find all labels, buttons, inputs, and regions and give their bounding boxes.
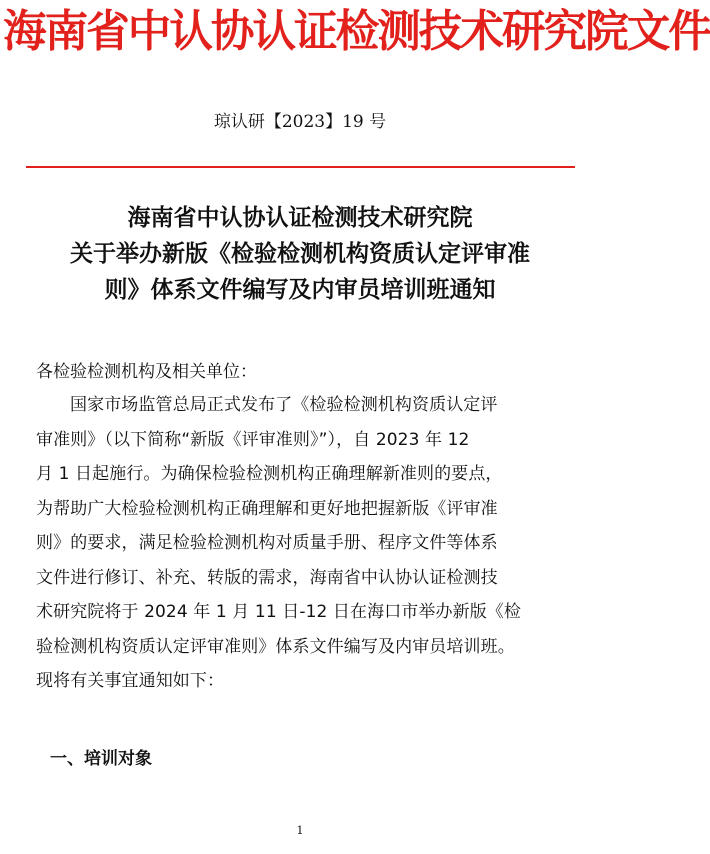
body-paragraph — [36, 388, 566, 699]
paragraph-line: 文件进行修订、补充、转版的需求，海南省中认协认证检测技 — [36, 567, 498, 588]
page-number: 1 — [296, 824, 304, 837]
paragraph-line: 现将有关事宜通知如下： — [36, 671, 225, 691]
red-header-title: 海南省中认协认证检测技术研究院文件 — [3, 6, 710, 57]
document-number: 琼认研【2023】19 号 — [213, 112, 387, 132]
paragraph-line: 验检测机构资质认定评审准则》体系文件编写及内审员培训班。 — [36, 636, 515, 657]
notice-title — [18, 200, 582, 308]
paragraph-line: 国家市场监管总局正式发布了《检验检测机构资质认定评 — [70, 395, 498, 415]
salutation: 各检验检测机构及相关单位： — [36, 362, 257, 382]
notice-title-line: 关于举办新版《检验检测机构资质认定评审准 — [70, 241, 530, 267]
paragraph-line: 术研究院将于 2024 年 1 月 11 日-12 日在海口市举办新版《检 — [36, 602, 522, 622]
notice-body — [36, 356, 566, 699]
red-divider-rule — [26, 166, 575, 168]
notice-title-line: 则》体系文件编写及内审员培训班通知 — [104, 277, 496, 303]
paragraph-line: 则》的要求，满足检验检测机构对质量手册、程序文件等体系 — [36, 533, 498, 553]
notice-title-line: 海南省中认协认证检测技术研究院 — [127, 205, 473, 231]
paragraph-line: 为帮助广大检验检测机构正确理解和更好地把握新版《评审准 — [36, 498, 498, 519]
paragraph-line: 审准则》（以下简称“新版《评审准则》”），自 2023 年 12 — [36, 429, 470, 450]
paragraph-line: 月 1 日起施行。为确保检验检测机构正确理解新准则的要点， — [36, 464, 503, 484]
section-heading: 一、培训对象 — [50, 749, 152, 769]
